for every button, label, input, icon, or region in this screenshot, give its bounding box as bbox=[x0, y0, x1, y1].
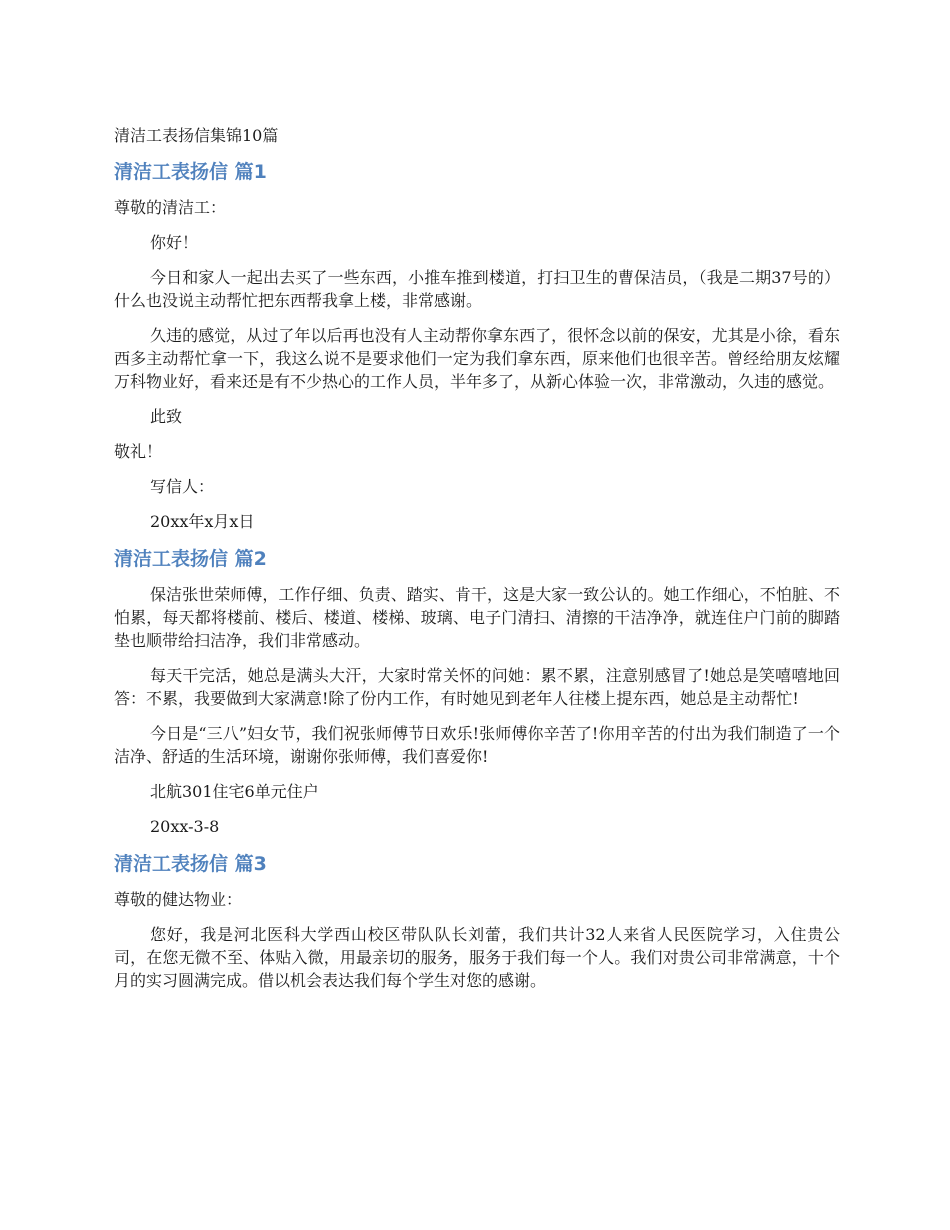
section-heading: 清洁工表扬信 篇2 bbox=[114, 548, 267, 570]
section-heading: 清洁工表扬信 篇1 bbox=[114, 161, 267, 183]
document-page bbox=[114, 122, 840, 1004]
body-paragraph: 今日是“三八”妇女节，我们祝张师傅节日欢乐!张师傅你辛苦了!你用辛苦的付出为我们制造了一个洁净、舒适的生活环境，谢谢你张师傅，我们喜爱你! bbox=[114, 724, 840, 766]
section-3 bbox=[114, 850, 840, 992]
date-line: 20xx年x月x日 bbox=[150, 512, 255, 531]
body-paragraph: 您好，我是河北医科大学西山校区带队队长刘蕾，我们共计32人来省人民医院学习，入住贵公司，在您无微不至、体贴入微，用最亲切的服务，服务于我们每一个人。我们对贵公司非常满意，十个月的实习圆满完成。借以机会表达我们每个学生对您的感谢。 bbox=[114, 925, 840, 990]
section-1 bbox=[114, 158, 840, 533]
signature-line: 北航301住宅6单元住户 bbox=[150, 782, 319, 801]
document-title: 清洁工表扬信集锦10篇 bbox=[114, 126, 279, 145]
body-paragraph: 久违的感觉，从过了年以后再也没有人主动帮你拿东西了，很怀念以前的保安，尤其是小徐，看东西多主动帮忙拿一下，我这么说不是要求他们一定为我们拿东西，原来他们也很辛苦。曾经给朋友炫耀万科物业好，看来还是有不少热心的工作人员，半年多了，从新心体验一次，非常激动，久违的感觉。 bbox=[114, 326, 840, 391]
salutation: 尊敬的清洁工： bbox=[114, 198, 227, 217]
body-paragraph: 保洁张世荣师傅，工作仔细、负责、踏实、肯干，这是大家一致公认的。她工作细心，不怕脏、不怕累，每天都将楼前、楼后、楼道、楼梯、玻璃、电子门清扫、清擦的干洁净净，就连住户门前的脚踏垫也顺带给扫洁净，我们非常感动。 bbox=[114, 585, 840, 650]
section-heading: 清洁工表扬信 篇3 bbox=[114, 853, 267, 875]
signature-label: 写信人： bbox=[150, 477, 215, 496]
body-paragraph: 每天干完活，她总是满头大汗，大家时常关怀的问她：累不累，注意别感冒了!她总是笑嘻嘻地回答：不累，我要做到大家满意!除了份内工作，有时她见到老年人往楼上提东西，她总是主动帮忙! bbox=[114, 666, 840, 708]
date-line: 20xx-3-8 bbox=[150, 817, 220, 836]
section-2 bbox=[114, 545, 840, 838]
salutation: 尊敬的健达物业： bbox=[114, 890, 243, 909]
body-paragraph: 今日和家人一起出去买了一些东西，小推车推到楼道，打扫卫生的曹保洁员，（我是二期37号的）什么也没说主动帮忙把东西帮我拿上楼，非常感谢。 bbox=[114, 268, 840, 310]
closing-salute: 敬礼！ bbox=[114, 442, 163, 461]
greeting: 你好！ bbox=[150, 233, 199, 252]
closing: 此致 bbox=[150, 407, 183, 426]
